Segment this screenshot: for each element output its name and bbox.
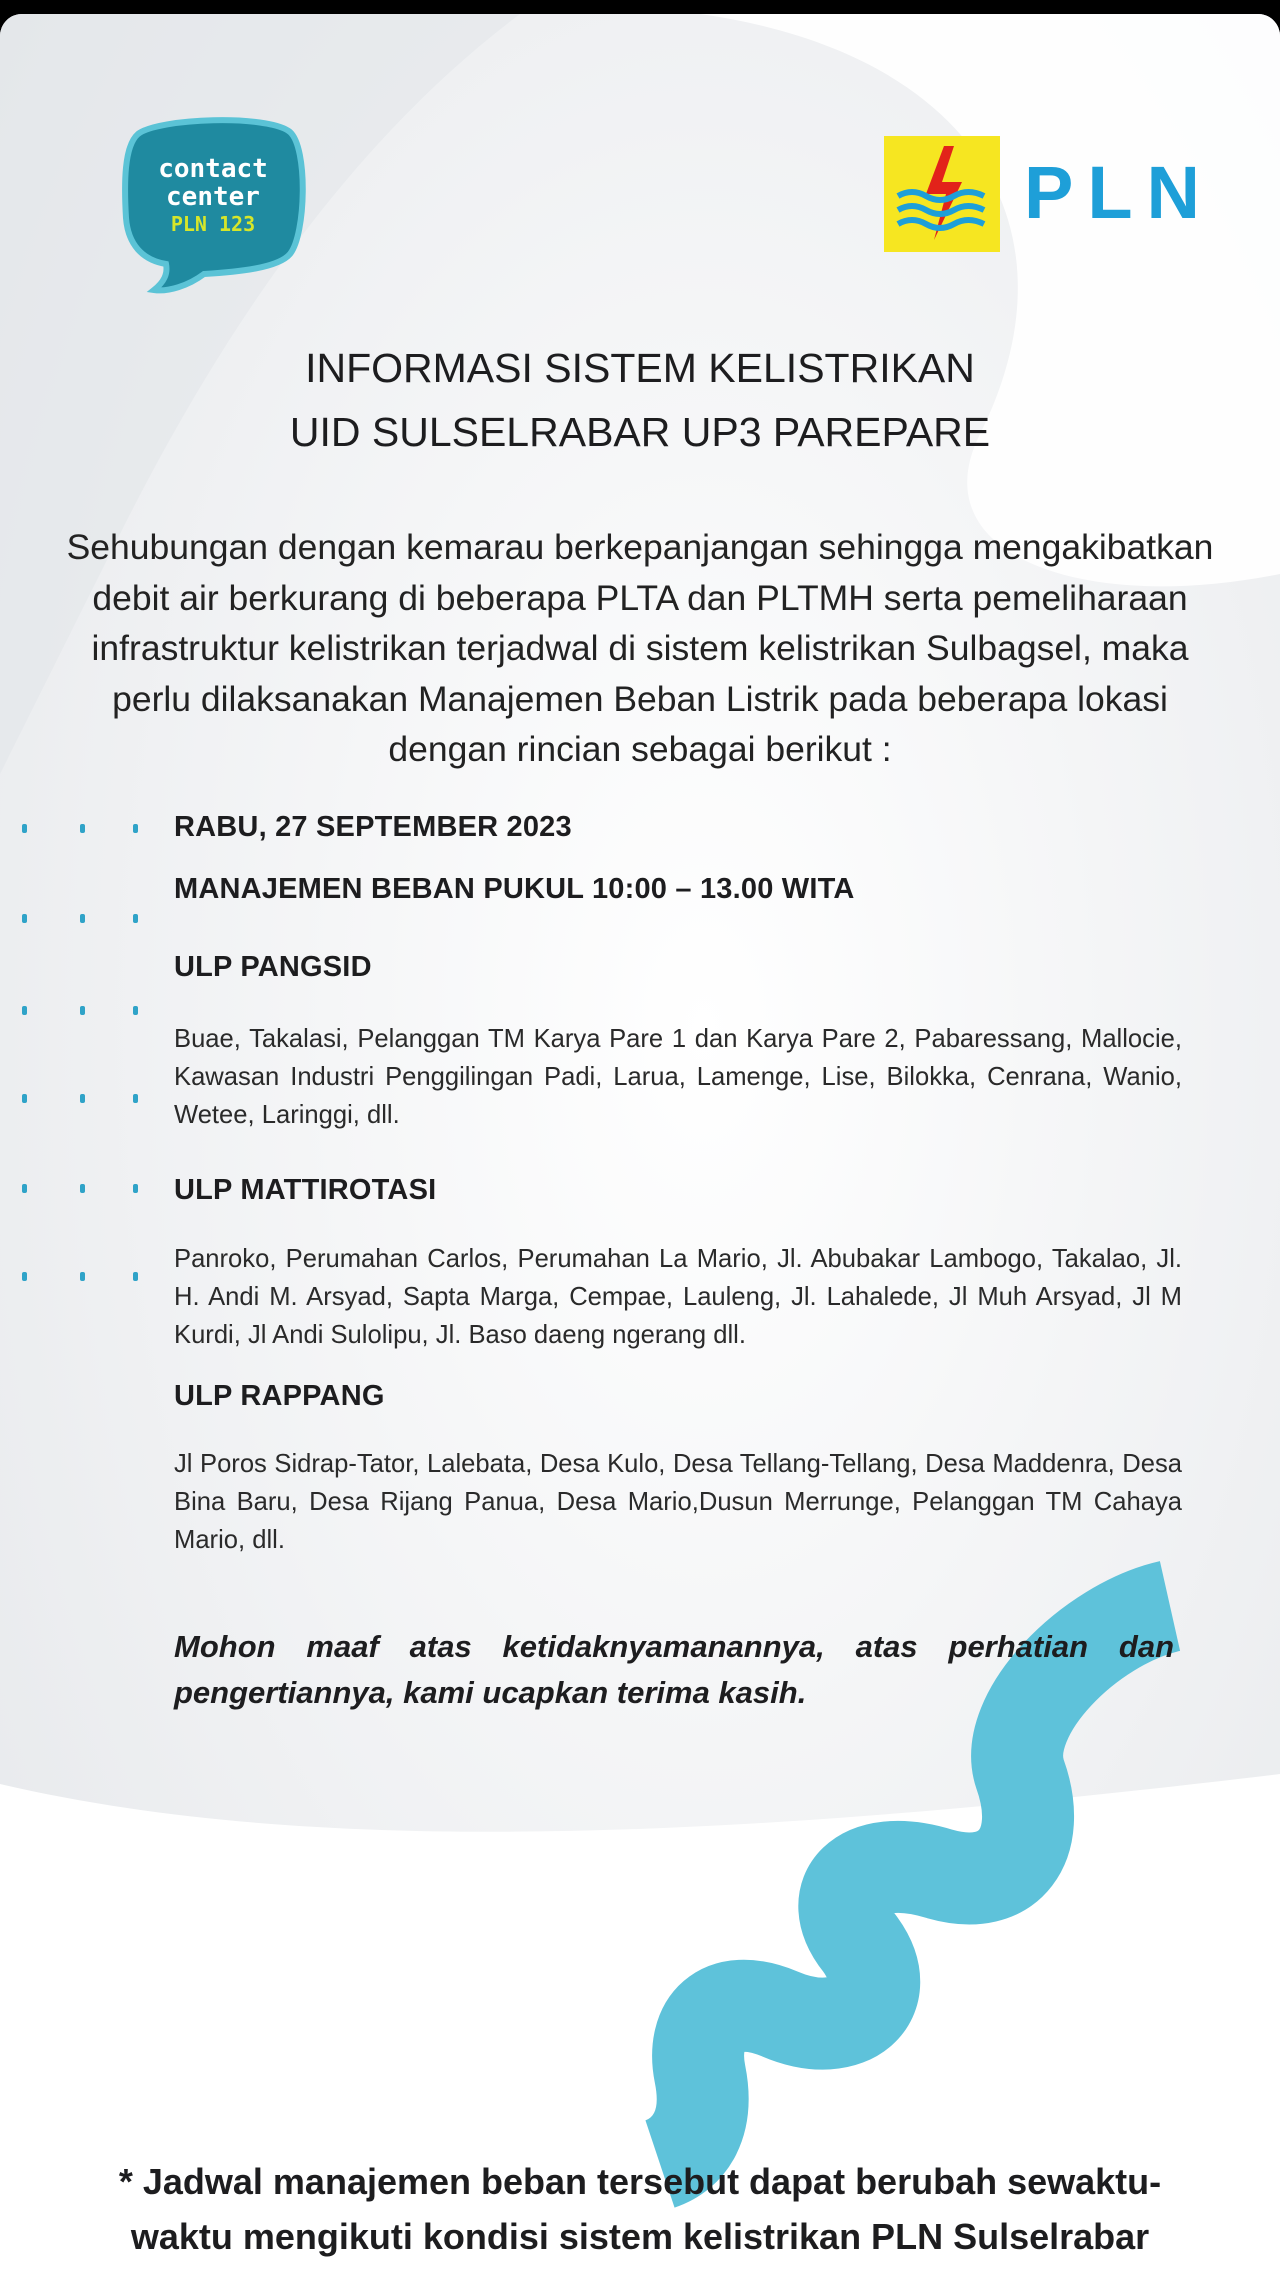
footnote-line-2: waktu mengikuti kondisi sistem kelistrikan PLN Sulselrabar: [130, 2216, 1150, 2257]
section-areas-pangsid: Buae, Takalasi, Pelanggan TM Karya Pare 1 dan Karya Pare 2, Pabaressang, Mallocie, Kawasan Industri Penggilingan Padi, Larua, Lamenge, Lise, Bilokka, Cenrana, Wanio, Wetee, Laringgi, dll.: [174, 1025, 1182, 1129]
footnote: [0, 2154, 1280, 2264]
dot-markers: [20, 914, 140, 932]
dot-markers: [20, 1094, 140, 1112]
section-areas-mattirotasi: Panroko, Perumahan Carlos, Perumahan La Mario, Jl. Abubakar Lambogo, Takalao, Jl. H. Andi M. Arsyad, Sapta Marga, Cempae, Lauleng, Jl. Lahalede, Jl Muh Arsyad, Jl M Kurdi, Jl Andi Sulolipu, Jl. Baso daeng ngerang dll.: [174, 1245, 1182, 1349]
dot-markers: [20, 1272, 140, 1290]
contact-center-text-line2: center: [166, 182, 260, 212]
dot-markers: [20, 824, 140, 842]
pln-wordmark: PLN: [1024, 151, 1214, 234]
footnote-line-1: * Jadwal manajemen beban tersebut dapat berubah sewaktu-: [118, 2161, 1162, 2202]
schedule-time: MANAJEMEN BEBAN PUKUL 10:00 – 13.00 WITA: [174, 873, 855, 905]
intro-paragraph: Sehubungan dengan kemarau berkepanjangan sehingga mengakibatkan debit air berkurang di beberapa PLTA dan PLTMH serta pemeliharaan infrastruktur kelistrikan terjadwal di sistem kelistrikan Sulbagsel, maka perlu dilaksanakan Manajemen Beban Listrik pada beberapa lokasi dengan rincian sebagai berikut :: [66, 527, 1214, 769]
dot-markers: [20, 1184, 140, 1202]
section-areas-rappang: Jl Poros Sidrap-Tator, Lalebata, Desa Kulo, Desa Tellang-Tellang, Desa Maddenra, Desa Bina Baru, Desa Rijang Panua, Desa Mario,Dusun Merrunge, Pelanggan TM Cahaya Mario, dll.: [174, 1450, 1182, 1554]
contact-center-logo: [118, 114, 308, 304]
poster: [0, 14, 1280, 2273]
dot-markers: [20, 1006, 140, 1024]
pln-logo: [884, 132, 1224, 256]
section-heading-pangsid: ULP PANGSID: [174, 951, 372, 983]
section-heading-rappang: ULP RAPPANG: [174, 1380, 385, 1412]
contact-center-text-line1: contact: [158, 154, 268, 184]
page-title: [0, 336, 1280, 464]
section-heading-mattirotasi: ULP MATTIROTASI: [174, 1174, 437, 1206]
contact-center-text-line3: PLN 123: [170, 212, 256, 236]
title-line-2: UID SULSELRABAR UP3 PAREPARE: [289, 409, 991, 455]
schedule-date: RABU, 27 SEPTEMBER 2023: [174, 811, 572, 843]
title-line-1: INFORMASI SISTEM KELISTRIKAN: [305, 345, 975, 391]
closing-message: Mohon maaf atas ketidaknyamanannya, atas perhatian dan pengertiannya, kami ucapkan terima kasih.: [174, 1629, 1174, 1710]
pln-lightning-mark-icon: [884, 136, 1000, 252]
